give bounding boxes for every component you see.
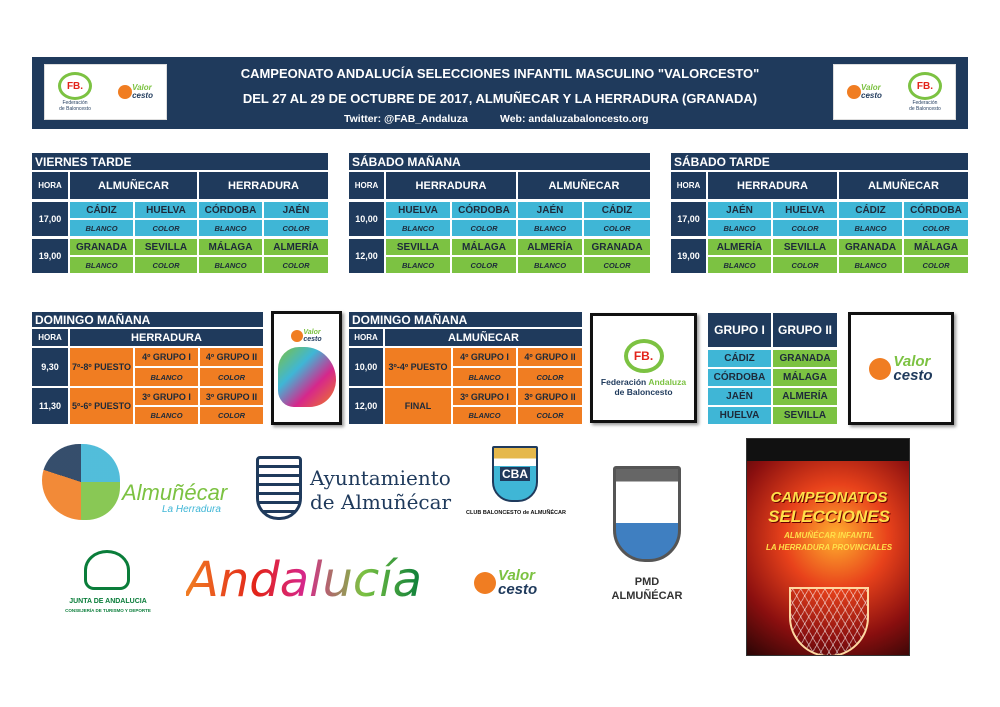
color-cell: COLOR bbox=[773, 257, 837, 273]
time-cell: 9,30 bbox=[32, 348, 68, 386]
valorcesto-logo-bottom bbox=[474, 556, 564, 610]
hora-header: HORA bbox=[32, 172, 68, 199]
color-cell: BLANCO bbox=[518, 257, 582, 273]
hora-header: HORA bbox=[671, 172, 706, 199]
color-cell: BLANCO bbox=[199, 257, 262, 273]
junta-text-1: JUNTA DE ANDALUCIA bbox=[69, 598, 147, 605]
fab-logo-text-2: de Baloncesto bbox=[59, 106, 91, 112]
color-cell: BLANCO bbox=[708, 257, 771, 273]
venue-header: HERRADURA bbox=[70, 329, 263, 346]
team-cell: ALMERÍA bbox=[518, 239, 582, 255]
color-cell: COLOR bbox=[584, 220, 650, 236]
color-cell: COLOR bbox=[200, 368, 263, 386]
fab-logo-text: Federación bbox=[912, 100, 938, 106]
venue-header-2: ALMUÑECAR bbox=[839, 172, 968, 199]
valorcesto-text-1: Valor bbox=[861, 83, 881, 92]
hora-header: HORA bbox=[349, 172, 384, 199]
valorcesto-text-2: cesto bbox=[303, 336, 322, 343]
time-cell: 10,00 bbox=[349, 348, 383, 386]
color-cell: COLOR bbox=[584, 257, 650, 273]
fab-logo-text-3: de Baloncesto bbox=[614, 387, 673, 397]
junta-text-2: CONSEJERÍA DE TURISMO Y DEPORTE bbox=[65, 608, 151, 613]
puesto-cell: FINAL bbox=[385, 388, 451, 424]
cba-shield-icon bbox=[492, 446, 538, 502]
puesto-cell: 3º-4º PUESTO bbox=[385, 348, 451, 386]
group-team-cell: MÁLAGA bbox=[773, 369, 837, 386]
team-cell: MÁLAGA bbox=[199, 239, 262, 255]
junta-emblem-icon bbox=[84, 550, 130, 590]
team-cell: SEVILLA bbox=[386, 239, 450, 255]
team-cell: HUELVA bbox=[386, 202, 450, 218]
team-cell: CÁDIZ bbox=[839, 202, 902, 218]
basketball-icon bbox=[291, 330, 303, 342]
time-cell: 11,30 bbox=[32, 388, 68, 424]
color-cell: BLANCO bbox=[70, 257, 133, 273]
color-cell: BLANCO bbox=[453, 368, 516, 386]
group-team-cell: GRANADA bbox=[773, 350, 837, 367]
campeonatos-poster bbox=[746, 438, 910, 656]
venue-header-1: HERRADURA bbox=[386, 172, 516, 199]
venue-header-2: ALMUÑECAR bbox=[518, 172, 650, 199]
color-cell: COLOR bbox=[518, 368, 582, 386]
section-title: DOMINGO MAÑANA bbox=[349, 312, 582, 327]
team-cell: 4º GRUPO I bbox=[453, 348, 516, 366]
team-cell: JAÉN bbox=[518, 202, 582, 218]
venue-header-1: HERRADURA bbox=[708, 172, 837, 199]
group-team-cell: ALMERÍA bbox=[773, 388, 837, 405]
ayuntamiento-text-2: de Almuñécar bbox=[310, 490, 452, 514]
time-cell: 10,00 bbox=[349, 202, 384, 236]
time-cell: 12,00 bbox=[349, 239, 384, 273]
basketball-icon bbox=[474, 572, 496, 594]
team-cell: HUELVA bbox=[135, 202, 197, 218]
fab-logo bbox=[58, 72, 92, 112]
team-cell: ALMERÍA bbox=[264, 239, 328, 255]
team-cell: GRANADA bbox=[584, 239, 650, 255]
team-cell: CÓRDOBA bbox=[199, 202, 262, 218]
team-cell: JAÉN bbox=[708, 202, 771, 218]
fab-logo-icon: FB. bbox=[58, 72, 92, 100]
valorcesto-text-2: cesto bbox=[893, 366, 933, 384]
color-cell: COLOR bbox=[264, 220, 328, 236]
poster-title-1: CAMPEONATOS bbox=[770, 489, 888, 506]
color-cell: COLOR bbox=[135, 220, 197, 236]
fab-logo-text: Federación bbox=[62, 100, 88, 106]
team-cell: JAÉN bbox=[264, 202, 328, 218]
pmd-logo bbox=[605, 466, 695, 606]
ayuntamiento-text-1: Ayuntamiento bbox=[310, 466, 451, 490]
fab-logo-text-2: de Baloncesto bbox=[909, 106, 941, 112]
header-logo-left bbox=[44, 64, 167, 120]
valorcesto-logo-right bbox=[847, 84, 882, 100]
section-title: SÁBADO MAÑANA bbox=[349, 153, 650, 170]
basketball-hoop-graphic bbox=[789, 587, 869, 656]
junta-logo bbox=[60, 550, 156, 620]
section-title: VIERNES TARDE bbox=[32, 153, 328, 170]
team-cell: GRANADA bbox=[70, 239, 133, 255]
valorcesto-text-1: Valor bbox=[303, 329, 321, 336]
color-cell: BLANCO bbox=[386, 257, 450, 273]
poster-subtitle-1: ALMUÑÉCAR INFANTIL bbox=[784, 531, 874, 540]
team-cell: 4º GRUPO I bbox=[135, 348, 198, 366]
color-cell: BLANCO bbox=[518, 220, 582, 236]
header-logo-right bbox=[833, 64, 956, 120]
pmd-shield-icon bbox=[613, 466, 681, 562]
team-cell: 3º GRUPO II bbox=[518, 388, 582, 405]
fab-logo-framed bbox=[590, 313, 697, 423]
color-cell: COLOR bbox=[773, 220, 837, 236]
group-team-cell: JAÉN bbox=[708, 388, 771, 405]
cba-logo bbox=[462, 446, 570, 522]
valorcesto-text-1: Valor bbox=[132, 83, 152, 92]
color-cell: COLOR bbox=[200, 407, 263, 424]
venue-header: ALMUÑECAR bbox=[385, 329, 582, 346]
group-team-cell: SEVILLA bbox=[773, 407, 837, 424]
basketball-icon bbox=[869, 358, 891, 380]
team-cell: 3º GRUPO I bbox=[453, 388, 516, 405]
almunecar-logo bbox=[42, 444, 242, 524]
time-cell: 12,00 bbox=[349, 388, 383, 424]
color-cell: COLOR bbox=[904, 257, 968, 273]
color-cell: BLANCO bbox=[70, 220, 133, 236]
venue-header-1: ALMUÑECAR bbox=[70, 172, 197, 199]
poster-subtitle-2: LA HERRADURA PROVINCIALES bbox=[765, 543, 893, 552]
valorcesto-text-2: cesto bbox=[132, 91, 153, 100]
color-cell: BLANCO bbox=[135, 407, 198, 424]
color-cell: COLOR bbox=[518, 407, 582, 424]
group-team-cell: CÁDIZ bbox=[708, 350, 771, 367]
pmd-text-2: ALMUÑÉCAR bbox=[611, 590, 683, 602]
hora-header: HORA bbox=[349, 329, 383, 346]
team-cell: 4º GRUPO II bbox=[200, 348, 263, 366]
hora-header: HORA bbox=[32, 329, 68, 346]
time-cell: 17,00 bbox=[32, 202, 68, 236]
section-title: SÁBADO TARDE bbox=[671, 153, 968, 170]
fab-logo-text-2: Andaluza bbox=[648, 377, 687, 387]
cba-logo-text: CLUB BALONCESTO de ALMUÑÉCAR bbox=[466, 510, 566, 516]
color-cell: BLANCO bbox=[839, 220, 902, 236]
color-cell: COLOR bbox=[135, 257, 197, 273]
ayuntamiento-logo bbox=[256, 456, 456, 522]
color-cell: BLANCO bbox=[708, 220, 771, 236]
basketball-icon bbox=[847, 85, 861, 99]
header-banner bbox=[32, 57, 968, 129]
basketball-icon bbox=[118, 85, 132, 99]
fab-logo-icon: FB. bbox=[908, 72, 942, 100]
team-cell: SEVILLA bbox=[773, 239, 837, 255]
valorcesto-text-2: cesto bbox=[498, 581, 538, 598]
group-header-2: GRUPO II bbox=[773, 313, 837, 347]
team-cell: 4º GRUPO II bbox=[518, 348, 582, 366]
color-cell: BLANCO bbox=[199, 220, 262, 236]
header-line2: DEL 27 AL 29 DE OCTUBRE DE 2017, ALMUÑECAR Y LA HERRADURA (GRANADA) bbox=[242, 91, 758, 106]
fab-logo-right bbox=[908, 72, 942, 112]
team-cell: HUELVA bbox=[773, 202, 837, 218]
cba-shield-text: CBA bbox=[502, 467, 528, 481]
time-cell: 19,00 bbox=[671, 239, 706, 273]
team-cell: 3º GRUPO II bbox=[200, 388, 263, 405]
group-team-cell: HUELVA bbox=[708, 407, 771, 424]
venue-header-2: HERRADURA bbox=[199, 172, 328, 199]
header-twitter: Twitter: @FAB_Andaluza bbox=[344, 113, 468, 125]
color-cell: BLANCO bbox=[839, 257, 902, 273]
valorcesto-poster-thumb bbox=[271, 311, 342, 425]
almunecar-swirl-graphic bbox=[42, 444, 120, 520]
almunecar-logo-text: Almuñécar bbox=[122, 480, 228, 505]
ayuntamiento-shield-icon bbox=[256, 456, 302, 520]
herradura-logo-text: La Herradura bbox=[162, 504, 221, 515]
time-cell: 19,00 bbox=[32, 239, 68, 273]
group-header-1: GRUPO I bbox=[708, 313, 771, 347]
team-cell: GRANADA bbox=[839, 239, 902, 255]
team-cell: SEVILLA bbox=[135, 239, 197, 255]
valorcesto-logo bbox=[291, 329, 321, 343]
team-cell: CÓRDOBA bbox=[904, 202, 968, 218]
color-cell: BLANCO bbox=[453, 407, 516, 424]
group-team-cell: CÓRDOBA bbox=[708, 369, 771, 386]
team-cell: CÓRDOBA bbox=[452, 202, 516, 218]
poster-title-2: SELECCIONES bbox=[768, 507, 890, 526]
valorcesto-text-1: Valor bbox=[498, 567, 535, 584]
team-cell: MÁLAGA bbox=[904, 239, 968, 255]
header-web: Web: andaluzabaloncesto.org bbox=[500, 113, 649, 125]
color-cell: BLANCO bbox=[386, 220, 450, 236]
color-cell: COLOR bbox=[452, 220, 516, 236]
valorcesto-logo bbox=[118, 84, 153, 100]
poster-topbar bbox=[747, 439, 910, 461]
color-cell: COLOR bbox=[264, 257, 328, 273]
puesto-cell: 5º-6º PUESTO bbox=[70, 388, 133, 424]
color-cell: COLOR bbox=[452, 257, 516, 273]
poster-swirl-graphic bbox=[278, 347, 336, 407]
valorcesto-logo bbox=[869, 352, 933, 384]
valorcesto-text-2: cesto bbox=[861, 91, 882, 100]
color-cell: BLANCO bbox=[135, 368, 198, 386]
team-cell: CÁDIZ bbox=[70, 202, 133, 218]
team-cell: ALMERÍA bbox=[708, 239, 771, 255]
color-cell: COLOR bbox=[904, 220, 968, 236]
section-title: DOMINGO MAÑANA bbox=[32, 312, 263, 327]
header-line1: CAMPEONATO ANDALUCÍA SELECCIONES INFANTIL MASCULINO "VALORCESTO" bbox=[240, 66, 760, 81]
team-cell: CÁDIZ bbox=[584, 202, 650, 218]
team-cell: MÁLAGA bbox=[452, 239, 516, 255]
fab-logo-icon: FB. bbox=[624, 339, 664, 373]
andalucia-logo: Andalucía bbox=[186, 552, 423, 608]
pmd-text-1: PMD bbox=[634, 576, 660, 588]
fab-logo-text-1: Federación bbox=[600, 377, 647, 387]
puesto-cell: 7º-8º PUESTO bbox=[70, 348, 133, 386]
valorcesto-text-1: Valor bbox=[893, 352, 931, 370]
valorcesto-logo-framed bbox=[848, 312, 954, 425]
time-cell: 17,00 bbox=[671, 202, 706, 236]
team-cell: 3º GRUPO I bbox=[135, 388, 198, 405]
